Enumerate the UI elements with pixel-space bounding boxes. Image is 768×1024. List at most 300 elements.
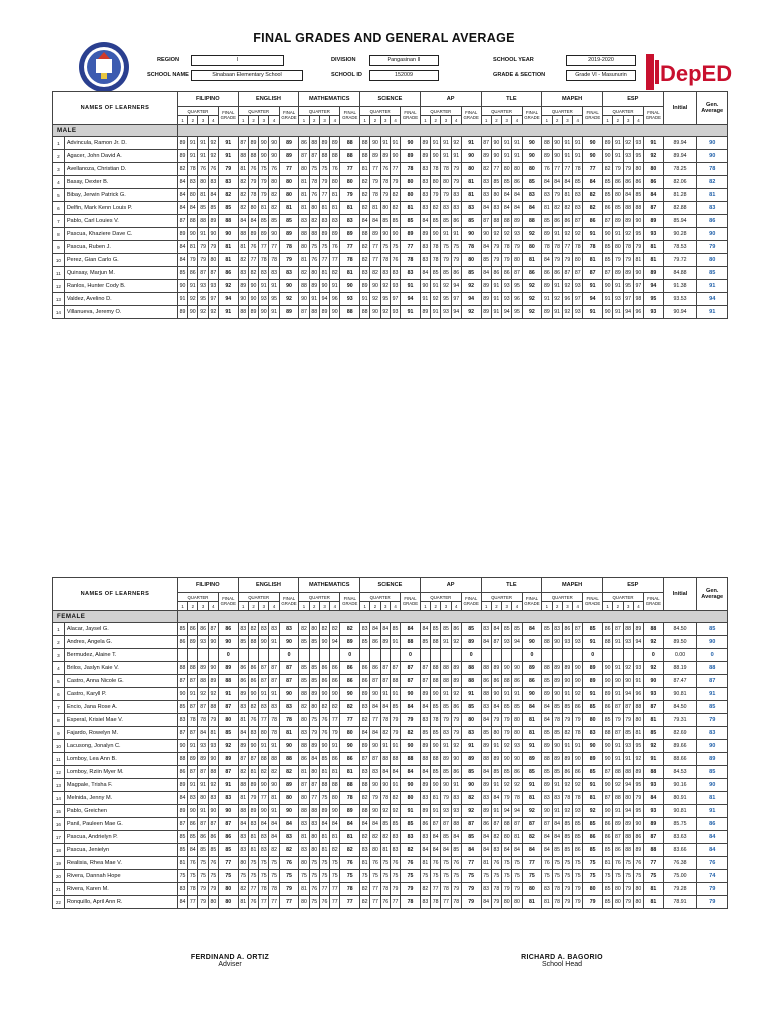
grade-cell: 92 [208, 137, 218, 150]
school-id-label: SCHOOL ID [331, 72, 362, 78]
grade-cell [208, 649, 218, 662]
grade-cell: 87 [208, 623, 218, 636]
final-grade: 75 [461, 870, 481, 883]
final-grade: 0 [219, 649, 239, 662]
grade-cell: 82 [370, 831, 380, 844]
grade-cell: 82 [491, 831, 501, 844]
final-grade: 88 [340, 779, 360, 792]
grade-cell: 83 [330, 215, 340, 228]
grade-cell: 86 [542, 267, 552, 280]
grade-cell: 82 [562, 727, 572, 740]
final-grade-header: FINAL GRADE [583, 107, 603, 125]
grade-cell: 81 [208, 727, 218, 740]
final-grade: 94 [583, 293, 603, 306]
grade-cell: 91 [552, 779, 562, 792]
quarter-header: QUARTER [420, 107, 461, 116]
grade-cell: 79 [208, 241, 218, 254]
grade-cell: 89 [481, 293, 491, 306]
grade-cell: 83 [208, 176, 218, 189]
grade-cell: 82 [238, 766, 248, 779]
grade-cell: 78 [370, 189, 380, 202]
row-number: 7 [53, 701, 65, 714]
grade-cell: 81 [542, 202, 552, 215]
initial-average: 90.94 [663, 306, 697, 319]
grade-cell: 76 [330, 163, 340, 176]
grade-cell: 75 [602, 870, 612, 883]
final-grade: 88 [644, 623, 664, 636]
quarter-number: 3 [259, 116, 269, 125]
quarter-header: QUARTER [238, 107, 279, 116]
general-average: 94 [697, 293, 728, 306]
grade-cell: 84 [542, 254, 552, 267]
grade-cell: 87 [481, 215, 491, 228]
grade-cell: 81 [248, 844, 258, 857]
grade-cell: 77 [248, 254, 258, 267]
grade-cell [198, 649, 208, 662]
grade-cell: 83 [269, 623, 279, 636]
grade-cell: 86 [633, 831, 643, 844]
grade-cell: 82 [380, 727, 390, 740]
grade-cell: 82 [269, 189, 279, 202]
grade-cell: 80 [208, 896, 218, 909]
final-grade: 83 [279, 831, 299, 844]
grade-cell: 78 [562, 792, 572, 805]
final-grade: 80 [340, 176, 360, 189]
grade-cell: 75 [451, 870, 461, 883]
grade-cell: 90 [330, 805, 340, 818]
final-grade-header: FINAL GRADE [461, 593, 481, 611]
grade-cell: 88 [633, 202, 643, 215]
final-grade: 91 [461, 688, 481, 701]
general-average: 84 [697, 844, 728, 857]
grade-cell: 91 [177, 293, 187, 306]
grade-cell: 90 [188, 228, 198, 241]
grade-cell: 85 [573, 818, 583, 831]
final-grade: 80 [644, 163, 664, 176]
grade-cell: 86 [238, 662, 248, 675]
grade-cell: 85 [319, 753, 329, 766]
grade-cell: 79 [330, 727, 340, 740]
final-grade: 91 [583, 228, 603, 241]
final-grade: 0 [340, 649, 360, 662]
grade-cell: 89 [623, 267, 633, 280]
grade-cell: 76 [309, 883, 319, 896]
grade-cell: 86 [602, 831, 612, 844]
quarter-number: 3 [380, 116, 390, 125]
subject-header: AP [420, 578, 481, 593]
final-grade: 77 [340, 896, 360, 909]
final-grade: 89 [279, 137, 299, 150]
grade-cell: 89 [259, 228, 269, 241]
grade-cell: 89 [177, 150, 187, 163]
grade-cell [512, 649, 522, 662]
grade-cell: 78 [248, 189, 258, 202]
grade-cell: 90 [319, 688, 329, 701]
grade-cell: 75 [319, 241, 329, 254]
grade-cell: 91 [188, 688, 198, 701]
grade-cell: 82 [259, 766, 269, 779]
quarter-number: 3 [259, 602, 269, 611]
final-grade: 84 [461, 844, 481, 857]
female-grades-table [52, 577, 728, 909]
grade-cell: 90 [259, 137, 269, 150]
grade-cell: 82 [370, 267, 380, 280]
grade-cell [380, 649, 390, 662]
grade-cell: 87 [573, 215, 583, 228]
grade-cell: 75 [309, 870, 319, 883]
final-grade: 82 [583, 202, 603, 215]
final-grade: 85 [583, 766, 603, 779]
grade-cell: 92 [613, 779, 623, 792]
grade-cell: 90 [259, 306, 269, 319]
initial-average: 90.28 [663, 228, 697, 241]
grade-cell: 75 [330, 857, 340, 870]
subject-header: MAPEH [542, 578, 603, 593]
grade-cell: 78 [431, 254, 441, 267]
grade-cell: 85 [512, 701, 522, 714]
grade-cell: 84 [420, 215, 430, 228]
grade-cell: 83 [481, 176, 491, 189]
grade-cell: 88 [431, 675, 441, 688]
grade-cell: 79 [259, 189, 269, 202]
grade-cell: 90 [623, 675, 633, 688]
grade-cell: 89 [319, 137, 329, 150]
grade-cell: 89 [552, 662, 562, 675]
grade-cell: 91 [431, 306, 441, 319]
grade-cell: 86 [330, 675, 340, 688]
grade-cell: 80 [613, 241, 623, 254]
grade-cell: 90 [451, 753, 461, 766]
final-grade: 85 [279, 215, 299, 228]
final-grade-header: FINAL GRADE [401, 593, 421, 611]
grade-cell: 83 [420, 176, 430, 189]
final-grade: 89 [522, 753, 542, 766]
grade-cell: 75 [552, 870, 562, 883]
grade-cell: 85 [431, 701, 441, 714]
general-average: 79 [697, 714, 728, 727]
grade-cell: 86 [248, 662, 258, 675]
grade-cell: 91 [390, 688, 400, 701]
grade-cell: 88 [623, 623, 633, 636]
grade-cell: 94 [451, 280, 461, 293]
learner-name: Pascua, Ruben J. [64, 241, 177, 254]
grade-cell: 90 [370, 688, 380, 701]
grade-cell: 87 [177, 818, 187, 831]
grade-cell: 84 [177, 176, 187, 189]
grade-cell: 82 [360, 189, 370, 202]
grade-cell: 75 [562, 857, 572, 870]
grade-cell: 87 [491, 636, 501, 649]
grade-cell: 79 [502, 792, 512, 805]
grade-cell: 79 [431, 189, 441, 202]
learner-row [53, 857, 728, 870]
final-grade: 92 [644, 740, 664, 753]
grade-cell: 84 [370, 623, 380, 636]
quarter-header: QUARTER [542, 107, 583, 116]
final-grade: 87 [219, 818, 239, 831]
grade-cell: 81 [319, 766, 329, 779]
grade-cell: 88 [542, 636, 552, 649]
grade-cell: 86 [451, 215, 461, 228]
final-grade: 92 [219, 280, 239, 293]
grade-cell: 77 [319, 254, 329, 267]
grade-cell: 80 [380, 202, 390, 215]
grade-cell: 80 [198, 792, 208, 805]
grade-cell: 85 [441, 831, 451, 844]
general-average: 74 [697, 870, 728, 883]
grade-cell: 88 [431, 662, 441, 675]
grade-cell: 88 [613, 792, 623, 805]
grade-cell: 91 [562, 740, 572, 753]
grade-cell: 97 [623, 293, 633, 306]
grade-cell [451, 649, 461, 662]
final-grade: 84 [522, 701, 542, 714]
grade-cell: 78 [188, 883, 198, 896]
grade-cell: 88 [188, 215, 198, 228]
grade-cell: 79 [451, 163, 461, 176]
grade-cell: 77 [370, 714, 380, 727]
grade-cell: 91 [188, 137, 198, 150]
grade-cell: 85 [177, 701, 187, 714]
final-grade: 0 [583, 649, 603, 662]
initial-average: 82.06 [663, 176, 697, 189]
final-grade: 81 [219, 241, 239, 254]
grade-cell: 79 [390, 176, 400, 189]
grade-cell: 77 [319, 883, 329, 896]
quarter-number: 2 [188, 116, 198, 125]
initial-average: 88.66 [663, 753, 697, 766]
grade-cell: 81 [248, 831, 258, 844]
grade-cell: 84 [441, 844, 451, 857]
grade-cell: 75 [370, 870, 380, 883]
grade-cell: 83 [259, 701, 269, 714]
grade-cell: 85 [441, 623, 451, 636]
grade-cell: 90 [512, 662, 522, 675]
grade-cell: 80 [633, 896, 643, 909]
learner-row [53, 883, 728, 896]
grade-cell: 87 [512, 818, 522, 831]
subject-header: TLE [481, 578, 542, 593]
grade-cell: 81 [238, 896, 248, 909]
grade-cell: 83 [248, 727, 258, 740]
grade-cell: 93 [502, 636, 512, 649]
grade-cell: 86 [177, 636, 187, 649]
final-grade: 88 [401, 753, 421, 766]
final-grade: 90 [279, 636, 299, 649]
final-grade: 0 [644, 649, 664, 662]
quarter-number: 3 [441, 116, 451, 125]
row-number: 7 [53, 215, 65, 228]
final-grade: 94 [401, 293, 421, 306]
learner-row [53, 623, 728, 636]
final-grade: 85 [522, 766, 542, 779]
grade-cell: 83 [259, 831, 269, 844]
grade-cell: 89 [177, 779, 187, 792]
grade-cell: 84 [380, 701, 390, 714]
grade-cell: 84 [420, 623, 430, 636]
grade-cell: 85 [542, 623, 552, 636]
final-grade: 92 [522, 306, 542, 319]
grade-cell: 93 [208, 280, 218, 293]
final-grade: 90 [340, 688, 360, 701]
final-grade: 77 [219, 857, 239, 870]
subject-header: ESP [602, 92, 663, 107]
grade-cell: 91 [573, 740, 583, 753]
grade-cell: 82 [330, 844, 340, 857]
grade-cell: 89 [248, 228, 258, 241]
grade-cell: 86 [208, 831, 218, 844]
grade-cell: 91 [552, 306, 562, 319]
grade-cell: 75 [380, 241, 390, 254]
grade-cell: 91 [512, 150, 522, 163]
grade-cell: 76 [390, 857, 400, 870]
grade-cell: 89 [481, 306, 491, 319]
initial-average: 91.38 [663, 280, 697, 293]
grade-cell: 86 [188, 267, 198, 280]
learner-row [53, 306, 728, 319]
grade-cell: 81 [299, 189, 309, 202]
grade-cell: 85 [481, 254, 491, 267]
grade-cell: 84 [542, 831, 552, 844]
grade-cell [491, 649, 501, 662]
quarter-number: 4 [512, 116, 522, 125]
final-grade: 80 [522, 163, 542, 176]
grade-cell: 87 [370, 753, 380, 766]
general-average: 85 [697, 267, 728, 280]
grade-cell: 82 [360, 896, 370, 909]
grade-cell [330, 649, 340, 662]
grade-cell: 91 [502, 150, 512, 163]
grade-cell: 84 [370, 818, 380, 831]
grade-cell: 88 [390, 753, 400, 766]
grade-cell: 83 [380, 267, 390, 280]
grade-cell: 82 [380, 831, 390, 844]
grade-cell [420, 649, 430, 662]
final-grade: 80 [279, 792, 299, 805]
grade-cell: 85 [602, 896, 612, 909]
final-grade: 81 [461, 189, 481, 202]
grade-cell: 90 [319, 280, 329, 293]
grade-cell: 80 [309, 831, 319, 844]
grade-cell: 86 [451, 766, 461, 779]
grade-cell: 89 [451, 675, 461, 688]
final-grade: 77 [340, 714, 360, 727]
grade-cell: 89 [360, 280, 370, 293]
grade-cell: 78 [380, 714, 390, 727]
grade-cell: 91 [188, 280, 198, 293]
final-grade: 88 [279, 753, 299, 766]
grade-cell: 87 [177, 215, 187, 228]
grade-cell: 75 [198, 870, 208, 883]
grade-cell: 75 [431, 870, 441, 883]
final-grade: 90 [340, 740, 360, 753]
grade-cell [188, 649, 198, 662]
adviser-name: FERDINAND A. ORTIZ [190, 954, 270, 961]
grade-cell: 87 [259, 662, 269, 675]
grade-cell: 79 [451, 714, 461, 727]
grade-cell: 76 [319, 714, 329, 727]
region-value: I [191, 55, 284, 66]
school-year-value: 2019-2020 [566, 55, 636, 66]
grade-cell: 90 [248, 293, 258, 306]
grade-cell: 87 [177, 727, 187, 740]
final-grade: 83 [583, 727, 603, 740]
grade-cell: 91 [613, 150, 623, 163]
grade-cell: 82 [299, 701, 309, 714]
grade-cell: 91 [451, 779, 461, 792]
learner-name: Lomboy, Rziin Myer M. [64, 766, 177, 779]
grade-cell: 94 [451, 306, 461, 319]
grade-cell: 85 [491, 176, 501, 189]
grade-cell: 88 [623, 844, 633, 857]
final-grade: 77 [340, 241, 360, 254]
grade-cell: 86 [299, 137, 309, 150]
grade-cell: 83 [481, 792, 491, 805]
grade-cell: 88 [269, 753, 279, 766]
grade-cell: 88 [299, 280, 309, 293]
grade-cell: 90 [380, 228, 390, 241]
grade-cell: 75 [512, 857, 522, 870]
row-number: 16 [53, 818, 65, 831]
grade-cell: 75 [319, 857, 329, 870]
grade-cell: 80 [502, 896, 512, 909]
final-grade: 75 [644, 870, 664, 883]
grade-cell: 84 [481, 714, 491, 727]
final-grade: 80 [279, 176, 299, 189]
grade-cell: 89 [481, 280, 491, 293]
grade-cell: 84 [502, 189, 512, 202]
grade-cell: 83 [420, 714, 430, 727]
grade-cell: 96 [330, 293, 340, 306]
quarter-number: 1 [360, 116, 370, 125]
grade-cell: 83 [481, 623, 491, 636]
division-label: DIVISION [331, 57, 356, 63]
grade-cell: 84 [552, 176, 562, 189]
grade-cell: 90 [602, 675, 612, 688]
grade-cell: 90 [269, 779, 279, 792]
grade-cell [259, 649, 269, 662]
grade-cell: 87 [299, 779, 309, 792]
grade-cell: 89 [562, 662, 572, 675]
grade-cell: 89 [370, 150, 380, 163]
grade-cell: 81 [299, 176, 309, 189]
quarter-header: QUARTER [420, 593, 461, 602]
quarter-number: 4 [573, 602, 583, 611]
grade-cell: 79 [380, 189, 390, 202]
final-grade: 87 [219, 766, 239, 779]
grade-cell: 82 [248, 623, 258, 636]
quarter-number: 4 [208, 602, 218, 611]
final-grade-header: FINAL GRADE [644, 107, 664, 125]
grade-cell: 83 [441, 202, 451, 215]
grade-cell: 85 [542, 727, 552, 740]
final-grade: 91 [583, 779, 603, 792]
grade-cell: 88 [309, 805, 319, 818]
grade-cell: 88 [248, 150, 258, 163]
final-grade: 79 [583, 896, 603, 909]
grade-cell: 83 [542, 792, 552, 805]
grade-cell: 90 [602, 150, 612, 163]
grade-cell: 81 [370, 202, 380, 215]
row-number: 14 [53, 792, 65, 805]
quarter-number: 4 [451, 116, 461, 125]
quarter-number: 1 [177, 116, 187, 125]
grade-cell: 89 [177, 306, 187, 319]
grade-cell: 77 [259, 792, 269, 805]
grade-cell: 79 [491, 714, 501, 727]
grade-cell: 75 [573, 857, 583, 870]
grade-cell: 75 [573, 870, 583, 883]
